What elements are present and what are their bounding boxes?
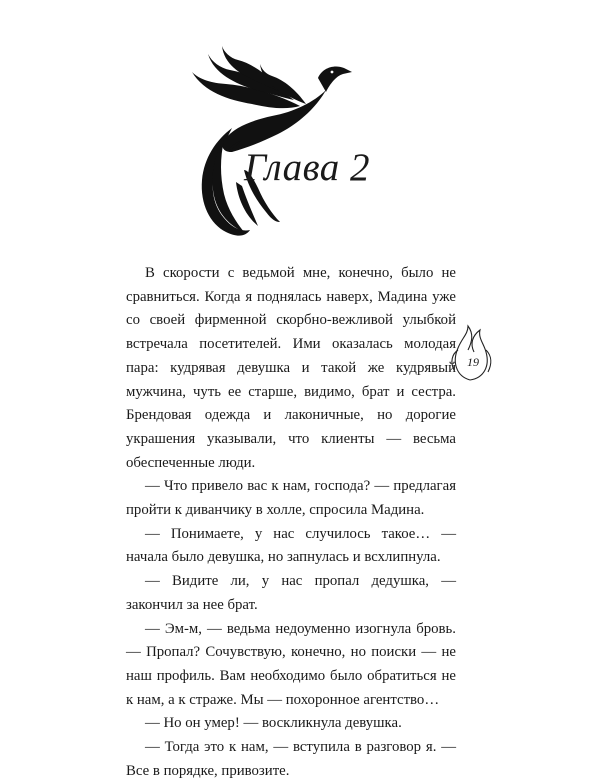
paragraph: — Понимаете, у нас случилось такое… — начала было девушка, но запнулась и всхлипнула.	[126, 525, 456, 566]
paragraph: — Тогда это к нам, — вступила в разговор я. — Все в порядке, привозите.	[126, 739, 456, 779]
paragraph: — Видите ли, у нас пропал дедушка, — закончил за нее брат.	[126, 573, 456, 613]
paragraph: — Эм-м, — ведьма недоуменно изогнула бровь. — Пропал? Сочувствую, конечно, но поиски — не наш профиль. Вам необходимо было обратиться не к нам, а к страже. Мы — похоронное агентство…	[126, 620, 456, 708]
phoenix-icon	[192, 46, 352, 236]
paragraph: — Но он умер! — воскликнула девушка.	[145, 715, 402, 732]
chapter-body	[126, 262, 456, 783]
paragraph: — Что привело вас к нам, господа? — предлагая пройти к диванчику в холле, спросила Мадина.	[126, 478, 456, 519]
chapter-title: Глава 2	[244, 146, 371, 189]
flame-icon	[452, 326, 491, 380]
page-number: 19	[467, 355, 479, 369]
paragraph: В скорости с ведьмой мне, конечно, было не сравниться. Когда я поднялась наверх, Мадина уже со своей фирменной скорбно-вежливой улыбкой встречала посетителей. Ими оказалась молодая пара: кудрявая девушка и такой же кудрявый мужчина, чуть ее старше, видимо, брат и сестра. Брендовая одежда и лаконичные, но дорогие украшения указывали, что клиенты — весьма обеспеченные люди.	[126, 265, 456, 471]
